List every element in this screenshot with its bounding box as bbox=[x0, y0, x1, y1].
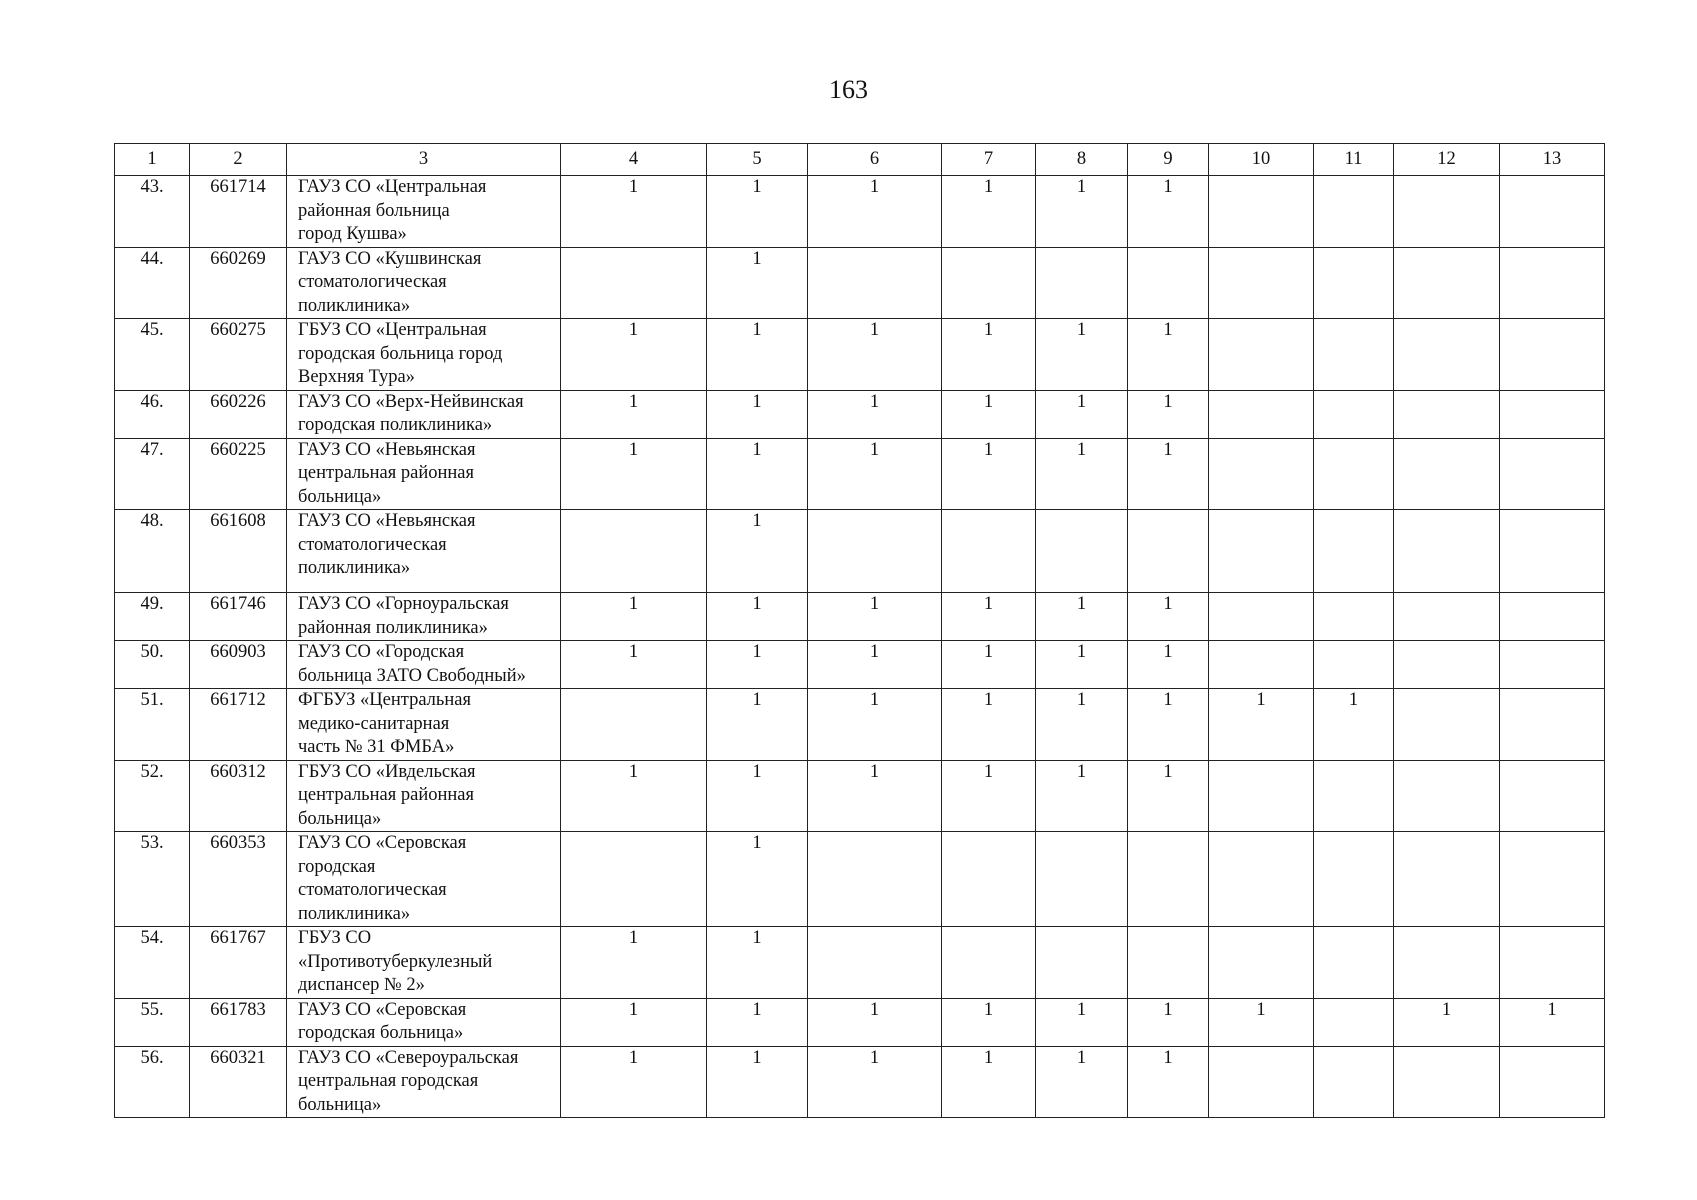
column-number-cell: 3 bbox=[287, 144, 561, 176]
indicator-cell-col-13 bbox=[1500, 319, 1605, 391]
indicator-cell-col-12 bbox=[1394, 1046, 1500, 1118]
facility-name-line: стоматологическая bbox=[298, 880, 447, 900]
indicator-cell-col-12 bbox=[1394, 176, 1500, 248]
column-number-cell: 12 bbox=[1394, 144, 1500, 176]
indicator-cell-col-4: 1 bbox=[561, 319, 707, 391]
indicator-cell-col-13 bbox=[1500, 390, 1605, 438]
indicator-cell-col-10: 1 bbox=[1209, 689, 1314, 761]
indicator-cell-col-9 bbox=[1128, 247, 1209, 319]
indicator-cell-col-5: 1 bbox=[707, 760, 808, 832]
indicator-cell-col-13 bbox=[1500, 438, 1605, 510]
table-row bbox=[115, 927, 1605, 999]
facility-name-cell bbox=[287, 689, 561, 761]
table-row bbox=[115, 390, 1605, 438]
indicator-cell-col-8 bbox=[1036, 927, 1128, 999]
indicator-cell-col-5: 1 bbox=[707, 176, 808, 248]
indicator-cell-col-12 bbox=[1394, 832, 1500, 927]
indicator-cell-col-4: 1 bbox=[561, 390, 707, 438]
facility-name-cell bbox=[287, 176, 561, 248]
column-number-cell: 1 bbox=[115, 144, 190, 176]
indicator-cell-col-5: 1 bbox=[707, 319, 808, 391]
facility-name-line: центральная городская bbox=[298, 1071, 479, 1091]
indicator-cell-col-9: 1 bbox=[1128, 641, 1209, 689]
indicator-cell-col-11 bbox=[1314, 176, 1394, 248]
facility-code-cell: 660353 bbox=[190, 832, 287, 927]
facility-name-line: ГБУЗ СО «Ивдельская bbox=[298, 761, 476, 782]
facility-name-line: ГАУЗ СО «Серовская bbox=[298, 999, 467, 1020]
facility-name-line: ГАУЗ СО «Серовская bbox=[298, 833, 467, 853]
indicator-cell-col-12 bbox=[1394, 247, 1500, 319]
indicator-cell-col-9: 1 bbox=[1128, 689, 1209, 761]
row-number-cell: 50. bbox=[115, 641, 190, 689]
facility-code-cell: 661712 bbox=[190, 689, 287, 761]
facility-name-line: ФГБУЗ «Центральная bbox=[298, 690, 471, 710]
indicator-cell-col-12 bbox=[1394, 927, 1500, 999]
indicator-cell-col-5: 1 bbox=[707, 438, 808, 510]
indicator-cell-col-7: 1 bbox=[942, 390, 1036, 438]
facility-name-cell bbox=[287, 760, 561, 832]
row-number-cell: 45. bbox=[115, 319, 190, 391]
facility-name-cell bbox=[287, 593, 561, 641]
indicator-cell-col-10: 1 bbox=[1209, 998, 1314, 1046]
indicator-cell-col-8: 1 bbox=[1036, 438, 1128, 510]
indicator-cell-col-10 bbox=[1209, 593, 1314, 641]
indicator-cell-col-6: 1 bbox=[808, 593, 942, 641]
indicator-cell-col-13 bbox=[1500, 641, 1605, 689]
row-number-cell: 43. bbox=[115, 176, 190, 248]
indicator-cell-col-7: 1 bbox=[942, 689, 1036, 761]
indicator-cell-col-7: 1 bbox=[942, 319, 1036, 391]
indicator-cell-col-13 bbox=[1500, 593, 1605, 641]
indicator-cell-col-8: 1 bbox=[1036, 689, 1128, 761]
row-number-cell: 55. bbox=[115, 998, 190, 1046]
facility-name-line: ГБУЗ СО bbox=[298, 928, 372, 948]
indicator-cell-col-7: 1 bbox=[942, 593, 1036, 641]
indicator-cell-col-12: 1 bbox=[1394, 998, 1500, 1046]
facility-name-line: районная поликлиника» bbox=[298, 617, 488, 638]
facility-name-line: больница» bbox=[298, 808, 382, 829]
indicator-cell-col-5: 1 bbox=[707, 689, 808, 761]
facility-name-cell bbox=[287, 927, 561, 999]
indicator-cell-col-6: 1 bbox=[808, 319, 942, 391]
indicator-cell-col-12 bbox=[1394, 593, 1500, 641]
indicator-cell-col-7: 1 bbox=[942, 438, 1036, 510]
indicator-cell-col-8 bbox=[1036, 510, 1128, 593]
column-number-cell: 8 bbox=[1036, 144, 1128, 176]
indicator-cell-col-6: 1 bbox=[808, 438, 942, 510]
row-number-cell: 53. bbox=[115, 832, 190, 927]
indicator-cell-col-11 bbox=[1314, 593, 1394, 641]
indicator-cell-col-10 bbox=[1209, 438, 1314, 510]
facility-name-line: центральная районная bbox=[298, 463, 474, 483]
facility-name-line: медико-санитарная bbox=[298, 713, 450, 734]
facility-name-cell bbox=[287, 998, 561, 1046]
facility-name-line: поликлиника» bbox=[298, 903, 411, 924]
row-number-cell: 52. bbox=[115, 760, 190, 832]
facility-name-line: поликлиника» bbox=[298, 558, 411, 578]
indicator-cell-col-13 bbox=[1500, 689, 1605, 761]
indicator-cell-col-11 bbox=[1314, 319, 1394, 391]
indicator-cell-col-7: 1 bbox=[942, 998, 1036, 1046]
indicator-cell-col-4: 1 bbox=[561, 438, 707, 510]
indicator-cell-col-10 bbox=[1209, 832, 1314, 927]
indicator-cell-col-7: 1 bbox=[942, 641, 1036, 689]
indicator-cell-col-9 bbox=[1128, 510, 1209, 593]
facility-name-cell bbox=[287, 319, 561, 391]
indicator-cell-col-10 bbox=[1209, 510, 1314, 593]
indicator-cell-col-7 bbox=[942, 927, 1036, 999]
facility-code-cell: 661767 bbox=[190, 927, 287, 999]
facility-name-cell bbox=[287, 641, 561, 689]
table-row bbox=[115, 176, 1605, 248]
column-number-cell: 10 bbox=[1209, 144, 1314, 176]
facility-name-cell bbox=[287, 438, 561, 510]
column-number-cell: 7 bbox=[942, 144, 1036, 176]
column-number-cell: 5 bbox=[707, 144, 808, 176]
indicator-cell-col-8: 1 bbox=[1036, 319, 1128, 391]
row-number-cell: 47. bbox=[115, 438, 190, 510]
indicator-cell-col-6 bbox=[808, 832, 942, 927]
indicator-cell-col-12 bbox=[1394, 510, 1500, 593]
indicator-cell-col-8: 1 bbox=[1036, 593, 1128, 641]
facility-name-line: ГАУЗ СО «Верх-Нейвинская bbox=[298, 391, 524, 412]
indicator-cell-col-8: 1 bbox=[1036, 998, 1128, 1046]
facility-name-line: центральная районная bbox=[298, 785, 474, 805]
indicator-cell-col-6: 1 bbox=[808, 1046, 942, 1118]
indicator-cell-col-10 bbox=[1209, 1046, 1314, 1118]
table-row bbox=[115, 1046, 1605, 1118]
indicator-cell-col-5: 1 bbox=[707, 641, 808, 689]
facility-name-line: ГАУЗ СО «Центральная bbox=[298, 177, 487, 197]
indicator-cell-col-4: 1 bbox=[561, 1046, 707, 1118]
indicator-cell-col-9: 1 bbox=[1128, 998, 1209, 1046]
indicator-cell-col-4: 1 bbox=[561, 927, 707, 999]
facility-code-cell: 661746 bbox=[190, 593, 287, 641]
row-number-cell: 56. bbox=[115, 1046, 190, 1118]
column-number-cell: 9 bbox=[1128, 144, 1209, 176]
indicator-cell-col-5: 1 bbox=[707, 510, 808, 593]
indicator-cell-col-4 bbox=[561, 689, 707, 761]
facility-name-line: ГАУЗ СО «Горноуральская bbox=[298, 594, 509, 614]
facility-name-line: Верхняя Тура» bbox=[298, 367, 415, 387]
table-row bbox=[115, 832, 1605, 927]
indicator-cell-col-6 bbox=[808, 927, 942, 999]
indicator-cell-col-5: 1 bbox=[707, 390, 808, 438]
indicator-cell-col-8: 1 bbox=[1036, 390, 1128, 438]
facility-name-line: районная больница bbox=[298, 200, 450, 221]
indicator-cell-col-7 bbox=[942, 510, 1036, 593]
indicator-cell-col-4 bbox=[561, 247, 707, 319]
indicator-cell-col-11 bbox=[1314, 510, 1394, 593]
row-number-cell: 44. bbox=[115, 247, 190, 319]
facility-name-line: больница ЗАТО Свободный» bbox=[298, 665, 526, 686]
indicator-cell-col-8 bbox=[1036, 247, 1128, 319]
indicator-cell-col-8: 1 bbox=[1036, 1046, 1128, 1118]
indicator-cell-col-6: 1 bbox=[808, 760, 942, 832]
facility-name-line: ГАУЗ СО «Невьянская bbox=[298, 511, 476, 531]
indicator-cell-col-11 bbox=[1314, 438, 1394, 510]
facility-name-line: городская больница город bbox=[298, 343, 503, 364]
table-row bbox=[115, 641, 1605, 689]
facility-name-cell bbox=[287, 510, 561, 593]
indicator-cell-col-7 bbox=[942, 247, 1036, 319]
indicator-cell-col-4 bbox=[561, 832, 707, 927]
indicator-cell-col-6 bbox=[808, 247, 942, 319]
indicator-cell-col-12 bbox=[1394, 319, 1500, 391]
facility-code-cell: 660226 bbox=[190, 390, 287, 438]
indicator-cell-col-13 bbox=[1500, 247, 1605, 319]
facility-code-cell: 660312 bbox=[190, 760, 287, 832]
indicator-cell-col-7: 1 bbox=[942, 1046, 1036, 1118]
row-number-cell: 54. bbox=[115, 927, 190, 999]
facility-name-line: стоматологическая bbox=[298, 272, 447, 292]
facility-name-line: «Противотуберкулезный bbox=[298, 951, 493, 972]
page-number: 163 bbox=[829, 75, 868, 104]
table-row bbox=[115, 593, 1605, 641]
table-row bbox=[115, 510, 1605, 593]
indicator-cell-col-4: 1 bbox=[561, 998, 707, 1046]
indicator-cell-col-8: 1 bbox=[1036, 641, 1128, 689]
indicator-cell-col-6: 1 bbox=[808, 998, 942, 1046]
indicator-cell-col-9: 1 bbox=[1128, 438, 1209, 510]
facility-name-cell bbox=[287, 247, 561, 319]
indicator-cell-col-5: 1 bbox=[707, 593, 808, 641]
indicator-cell-col-7: 1 bbox=[942, 176, 1036, 248]
facility-name-cell bbox=[287, 1046, 561, 1118]
table-row bbox=[115, 319, 1605, 391]
indicator-cell-col-9: 1 bbox=[1128, 319, 1209, 391]
facility-name-line: ГБУЗ СО «Центральная bbox=[298, 320, 487, 340]
indicator-cell-col-10 bbox=[1209, 390, 1314, 438]
column-number-cell: 13 bbox=[1500, 144, 1605, 176]
indicator-cell-col-12 bbox=[1394, 760, 1500, 832]
column-number-cell: 2 bbox=[190, 144, 287, 176]
indicator-cell-col-6 bbox=[808, 510, 942, 593]
indicator-cell-col-6: 1 bbox=[808, 390, 942, 438]
indicator-cell-col-8: 1 bbox=[1036, 176, 1128, 248]
facility-name-line: ГАУЗ СО «Кушвинская bbox=[298, 248, 482, 269]
facility-name-line: ГАУЗ СО «Невьянская bbox=[298, 439, 476, 460]
indicator-cell-col-13 bbox=[1500, 927, 1605, 999]
facility-name-line: диспансер № 2» bbox=[298, 975, 425, 995]
row-number-cell: 51. bbox=[115, 689, 190, 761]
column-number-cell: 6 bbox=[808, 144, 942, 176]
indicator-cell-col-7 bbox=[942, 832, 1036, 927]
indicator-cell-col-8 bbox=[1036, 832, 1128, 927]
facility-name-line: поликлиника» bbox=[298, 295, 411, 316]
facility-name-line: ГАУЗ СО «Городская bbox=[298, 642, 465, 662]
row-number-cell: 48. bbox=[115, 510, 190, 593]
facility-name-line: город Кушва» bbox=[298, 224, 407, 244]
column-number-cell: 4 bbox=[561, 144, 707, 176]
indicator-cell-col-11 bbox=[1314, 998, 1394, 1046]
indicator-cell-col-5: 1 bbox=[707, 927, 808, 999]
facility-name-cell bbox=[287, 832, 561, 927]
indicator-cell-col-9: 1 bbox=[1128, 593, 1209, 641]
facility-name-line: часть № 31 ФМБА» bbox=[298, 737, 455, 757]
facility-code-cell: 661783 bbox=[190, 998, 287, 1046]
facility-name-line: стоматологическая bbox=[298, 534, 447, 555]
indicator-cell-col-9 bbox=[1128, 832, 1209, 927]
facility-code-cell: 660321 bbox=[190, 1046, 287, 1118]
indicator-cell-col-4: 1 bbox=[561, 641, 707, 689]
table-body bbox=[115, 144, 1605, 1118]
indicator-cell-col-6: 1 bbox=[808, 176, 942, 248]
indicator-cell-col-12 bbox=[1394, 438, 1500, 510]
facility-name-line: городская поликлиника» bbox=[298, 415, 493, 435]
facility-code-cell: 660225 bbox=[190, 438, 287, 510]
indicator-cell-col-10 bbox=[1209, 247, 1314, 319]
indicator-cell-col-11 bbox=[1314, 832, 1394, 927]
facility-table bbox=[114, 143, 1605, 1118]
facility-code-cell: 660903 bbox=[190, 641, 287, 689]
column-number-row bbox=[115, 144, 1605, 176]
facility-code-cell: 660269 bbox=[190, 247, 287, 319]
indicator-cell-col-4: 1 bbox=[561, 760, 707, 832]
indicator-cell-col-5: 1 bbox=[707, 832, 808, 927]
indicator-cell-col-11 bbox=[1314, 641, 1394, 689]
facility-code-cell: 661714 bbox=[190, 176, 287, 248]
indicator-cell-col-13: 1 bbox=[1500, 998, 1605, 1046]
facility-name-line: больница» bbox=[298, 1094, 382, 1115]
indicator-cell-col-13 bbox=[1500, 760, 1605, 832]
indicator-cell-col-13 bbox=[1500, 832, 1605, 927]
indicator-cell-col-10 bbox=[1209, 641, 1314, 689]
indicator-cell-col-6: 1 bbox=[808, 689, 942, 761]
indicator-cell-col-11 bbox=[1314, 390, 1394, 438]
indicator-cell-col-9 bbox=[1128, 927, 1209, 999]
indicator-cell-col-9: 1 bbox=[1128, 1046, 1209, 1118]
indicator-cell-col-10 bbox=[1209, 927, 1314, 999]
column-number-cell: 11 bbox=[1314, 144, 1394, 176]
indicator-cell-col-10 bbox=[1209, 176, 1314, 248]
indicator-cell-col-5: 1 bbox=[707, 998, 808, 1046]
indicator-cell-col-12 bbox=[1394, 641, 1500, 689]
indicator-cell-col-11: 1 bbox=[1314, 689, 1394, 761]
indicator-cell-col-10 bbox=[1209, 319, 1314, 391]
indicator-cell-col-6: 1 bbox=[808, 641, 942, 689]
indicator-cell-col-9: 1 bbox=[1128, 176, 1209, 248]
indicator-cell-col-13 bbox=[1500, 176, 1605, 248]
facility-name-line: городская больница» bbox=[298, 1023, 464, 1043]
indicator-cell-col-7: 1 bbox=[942, 760, 1036, 832]
table-row bbox=[115, 438, 1605, 510]
facility-name-line: больница» bbox=[298, 486, 382, 507]
table-row bbox=[115, 760, 1605, 832]
indicator-cell-col-8: 1 bbox=[1036, 760, 1128, 832]
indicator-cell-col-4: 1 bbox=[561, 176, 707, 248]
facility-code-cell: 661608 bbox=[190, 510, 287, 593]
facility-name-line: ГАУЗ СО «Североуральская bbox=[298, 1047, 519, 1068]
indicator-cell-col-10 bbox=[1209, 760, 1314, 832]
indicator-cell-col-11 bbox=[1314, 247, 1394, 319]
indicator-cell-col-13 bbox=[1500, 510, 1605, 593]
indicator-cell-col-9: 1 bbox=[1128, 760, 1209, 832]
indicator-cell-col-9: 1 bbox=[1128, 390, 1209, 438]
indicator-cell-col-12 bbox=[1394, 390, 1500, 438]
indicator-cell-col-4 bbox=[561, 510, 707, 593]
table-row bbox=[115, 689, 1605, 761]
facility-name-line: городская bbox=[298, 856, 376, 877]
indicator-cell-col-4: 1 bbox=[561, 593, 707, 641]
facility-name-cell bbox=[287, 390, 561, 438]
indicator-cell-col-5: 1 bbox=[707, 247, 808, 319]
indicator-cell-col-5: 1 bbox=[707, 1046, 808, 1118]
indicator-cell-col-11 bbox=[1314, 1046, 1394, 1118]
table-row bbox=[115, 247, 1605, 319]
facility-code-cell: 660275 bbox=[190, 319, 287, 391]
indicator-cell-col-12 bbox=[1394, 689, 1500, 761]
indicator-cell-col-11 bbox=[1314, 927, 1394, 999]
row-number-cell: 49. bbox=[115, 593, 190, 641]
indicator-cell-col-13 bbox=[1500, 1046, 1605, 1118]
table-row bbox=[115, 998, 1605, 1046]
row-number-cell: 46. bbox=[115, 390, 190, 438]
indicator-cell-col-11 bbox=[1314, 760, 1394, 832]
